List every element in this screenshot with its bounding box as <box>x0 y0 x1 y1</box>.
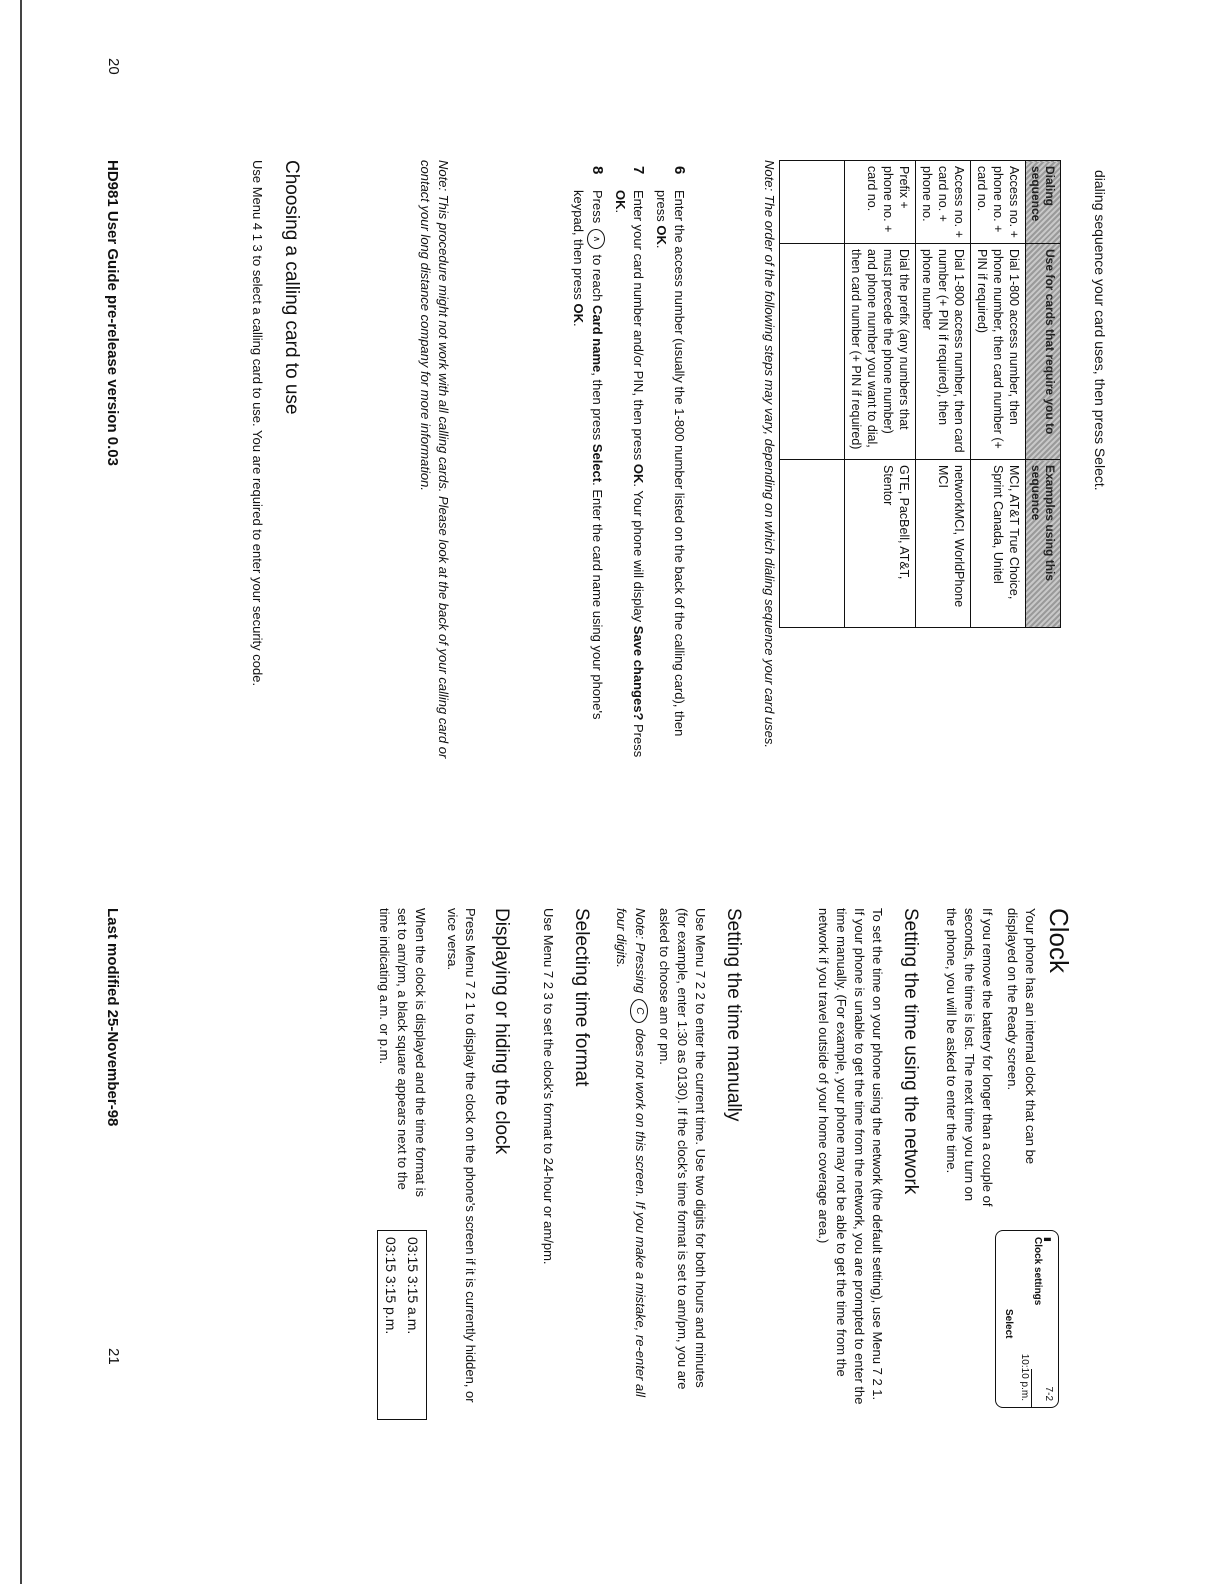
footer-last-modified: Last modified 25-November-98 <box>104 908 121 1127</box>
table-cell-sequence: Prefix + phone no. + card no. <box>845 161 916 244</box>
note-dialing-order: Note: The order of the following steps may vary, depending on which dialing sequence your card uses. <box>762 160 777 748</box>
table-cell-use: Dial the prefix (any numbers that must precede the phone number) and phone number you want to dial, then card number (+ PIN if required) <box>845 244 916 460</box>
step-8 <box>569 160 606 760</box>
table-cell-empty <box>780 460 845 628</box>
heading-clock: Clock <box>1044 908 1074 974</box>
step-tail: . Your phone will display <box>631 483 646 626</box>
heading-time-format: Selecting time format <box>571 908 592 1087</box>
step-pre: Press <box>590 190 605 224</box>
step-number: 7 <box>630 166 647 175</box>
table-cell-empty <box>780 244 845 460</box>
table-row-empty <box>780 161 845 628</box>
clear-key-icon: C <box>630 999 648 1023</box>
time-format-examples <box>377 1230 427 1420</box>
table-cell-sequence: Access no. + phone no. + card no. <box>971 161 1026 244</box>
page-number-left: 20 <box>105 58 122 75</box>
step-tail: , then press <box>590 372 605 444</box>
time-example-pm: 03:15 3:15 p.m. <box>383 1237 399 1335</box>
clock-paragraph-1: Your phone has an internal clock that can be displayed on the Ready screen. <box>1005 908 1038 1165</box>
step-7 <box>611 160 647 760</box>
step-text: Enter your card number and/or PIN, then press <box>631 190 646 464</box>
step-bold: Card name <box>590 305 605 373</box>
table-header-row <box>1026 161 1061 628</box>
step-bold: OK <box>654 225 669 245</box>
table-cell-sequence: Access no. + card no. + phone no. <box>916 161 971 244</box>
heading-time-network: Setting the time using the network <box>900 908 921 1195</box>
step-tail-2: . Enter the card name using your phone's keypad, then press <box>571 190 605 720</box>
step-text: Enter the access number (usually the 1-800 number listed on the back of the calling card), then press <box>654 190 687 737</box>
manual-note-pre: Note: Pressing <box>633 908 648 994</box>
step-6 <box>652 160 688 760</box>
scan-edge-line <box>20 0 22 1584</box>
manual-note <box>612 908 649 1408</box>
calling-card-text: Use Menu 4 1 3 to select a calling card to use. You are required to enter your security code. <box>250 160 265 687</box>
table-cell-examples: GTE, PacBell, AT&T, Stentor <box>845 460 916 628</box>
step-bold-2: Select <box>590 443 605 483</box>
table-header-use: Use for cards that require you to <box>1026 244 1061 460</box>
heading-choosing-calling-card: Choosing a calling card to use <box>281 160 302 415</box>
clock-intro <box>935 908 1039 1208</box>
table-cell-examples: MCI, AT&T True Choice, Sprint Canada, Unitel <box>971 460 1026 628</box>
heading-display-clock: Displaying or hiding the clock <box>491 908 512 1155</box>
table-row <box>971 161 1026 628</box>
step-number: 6 <box>671 166 688 175</box>
table-cell-use: Dial 1-800 access number, then card number (+ PIN if required), then phone number <box>916 244 971 460</box>
clock-paragraph-2: If you remove the battery for longer than a couple of seconds, the time is lost. The next time you turn on the phone, you will be asked to enter the time. <box>944 908 995 1207</box>
phone-screen-illustration <box>995 1230 1059 1408</box>
step-tail: . <box>654 244 669 249</box>
signal-icon: ▮ <box>1043 1237 1053 1242</box>
table-header-sequence: Dialing sequence <box>1026 161 1061 244</box>
step-bold-3: OK <box>613 190 628 210</box>
footer-guide-title: HD981 User Guide pre-release version 0.03 <box>104 160 121 466</box>
step-bold: OK <box>631 463 646 484</box>
manual-text: Use Menu 7 2 2 to enter the current time. Use two digits for both hours and minutes (for example, enter 1:30 as 0130). If the clock's time format is set to am/pm, you are asked to choose am or pm. <box>657 908 708 1390</box>
step-tail-3: . <box>571 322 587 327</box>
up-arrow-key-icon: ∧ <box>587 229 605 249</box>
screen-time: 10:10 p.m. <box>1019 1353 1030 1401</box>
page-number-right: 21 <box>105 1348 122 1365</box>
screen-title: Clock settings <box>1032 1237 1043 1306</box>
step-number: 8 <box>589 166 606 175</box>
step-bold-2: Save changes? <box>631 625 646 721</box>
table-row <box>845 161 916 628</box>
step-bold-3: OK <box>571 303 587 323</box>
network-text: To set the time on your phone using the network (the default setting), use Menu 7 2 1. If your phone is unable to get the time from the network, you are prompted to enter the time manually. (For example, your phone may not be able to get the time from the network if you travel outside of your home coverage area.) <box>816 908 885 1405</box>
table-row <box>916 161 971 628</box>
step-tail-3: . <box>613 209 628 214</box>
step-text: to reach <box>590 250 605 306</box>
screen-select-softkey: Select <box>1003 1309 1014 1339</box>
screen-menu-number: 7-2 <box>1043 1386 1054 1401</box>
manual-note-post: does not work on this screen. If you make a mistake, re-enter all four digits. <box>614 908 648 1398</box>
manual-section <box>606 908 709 1408</box>
note-calling-cards: Note: This procedure might not work with all calling cards. Please look at the back of your calling card or contact your long distance company for more information. <box>418 160 451 759</box>
format-text: Use Menu 7 2 3 to set the clock's format to 24-hour or am/pm. <box>541 908 556 1265</box>
table-header-examples: Examples using this sequence <box>1026 460 1061 628</box>
screen-divider <box>1031 1369 1032 1407</box>
dialing-sequence-table <box>779 160 1061 628</box>
intro-line: dialing sequence your card uses, then press Select. <box>1092 170 1108 491</box>
table-cell-empty <box>780 161 845 244</box>
step-tail-2: Press <box>631 720 646 758</box>
steps-list <box>564 160 688 760</box>
table-cell-use: Dial 1-800 access number, then phone number, then card number (+ PIN if required) <box>971 244 1026 460</box>
heading-time-manually: Setting the time manually <box>723 908 744 1122</box>
display-text-2: When the clock is displayed and the time format is set to am/pm, a black square appears next to the time indicating a.m. or p.m. <box>377 908 428 1198</box>
display-text: Press Menu 7 2 1 to display the clock on the phone's screen if it is currently hidden, or vice versa. <box>445 908 478 1403</box>
time-example-am: 03:15 3:15 a.m. <box>405 1237 421 1335</box>
page-21 <box>0 800 1224 1584</box>
table-cell-examples: networkMCI, WorldPhone MCI <box>916 460 971 628</box>
